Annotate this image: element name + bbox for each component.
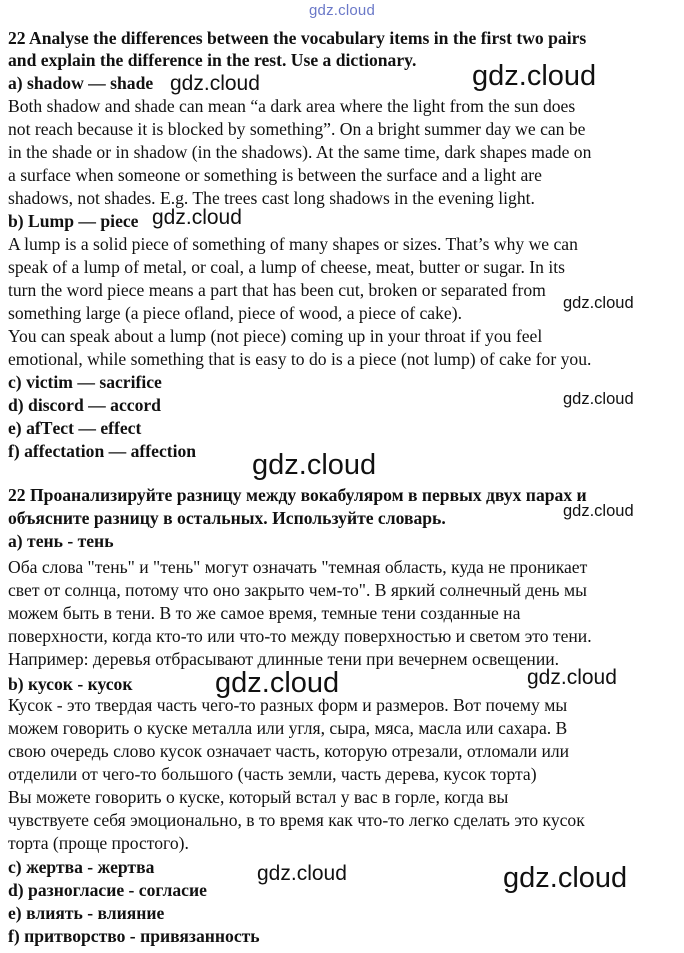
item-e-en: e) afТect — effect xyxy=(8,418,142,438)
watermark: gdz.cloud xyxy=(152,206,242,229)
watermark: gdz.cloud xyxy=(563,294,634,312)
item-b-text-ru: свою очередь слово кусок означает часть, которую отрезали, отломали или xyxy=(8,741,570,761)
item-b-text-ru: отделили от чего-то большого (часть земли, часть дерева, кусок торта) xyxy=(8,764,537,784)
item-e-ru: e) влиять - влияние xyxy=(8,903,165,923)
item-d-en: d) discord — accord xyxy=(8,395,161,415)
item-b-label-en: b) Lump — piece xyxy=(8,211,139,231)
item-a-text-en: Both shadow and shade can mean “a dark area where the light from the sun does xyxy=(8,96,576,116)
item-a-text-ru: поверхности, когда кто-то или что-то между поверхностью и светом это тени. xyxy=(8,626,592,646)
item-d-ru: d) разногласие - согласие xyxy=(8,880,207,900)
item-a-text-en: not reach because it is blocked by something”. On a bright summer day we can be xyxy=(8,119,586,139)
item-b-text-en: A lump is a solid piece of something of many shapes or sizes. That’s why we can xyxy=(8,234,578,254)
item-b-text-ru: Вы можете говорить о куске, который встал у вас в горле, когда вы xyxy=(8,787,509,807)
watermark: gdz.cloud xyxy=(472,60,597,92)
item-a-text-en: shadows, not shades. E.g. The trees cast long shadows in the evening light. xyxy=(8,188,535,208)
watermark: gdz.cloud xyxy=(503,862,628,894)
item-f-ru: f) притворство - привязанность xyxy=(8,926,260,946)
item-c-en: c) victim — sacrifice xyxy=(8,372,162,392)
watermark: gdz.cloud xyxy=(563,502,634,520)
item-b-text-en: speak of a lump of metal, or coal, a lump of cheese, meat, butter or sugar. In its xyxy=(8,257,565,277)
exercise-heading-ru: объясните разницу в остальных. Используйте словарь. xyxy=(8,508,446,528)
item-b-text-en: something large (a piece ofland, piece of wood, a piece of cake). xyxy=(8,303,462,323)
item-a-text-en: a surface when someone or something is between the surface and a light are xyxy=(8,165,542,185)
item-a-label-ru: а) тень - тень xyxy=(8,531,114,551)
item-c-ru: c) жертва - жертва xyxy=(8,857,155,877)
item-f-en: f) affectation — affection xyxy=(8,441,197,461)
item-b-text-ru: Кусок - это твердая часть чего-то разных форм и размеров. Вот почему мы xyxy=(8,695,568,715)
item-b-text-ru: можем говорить о куске металла или угля, сыра, мяса, масла или сахара. В xyxy=(8,718,568,738)
top-watermark: gdz.cloud xyxy=(308,2,375,19)
item-b-text-en: emotional, while something that is easy to do is a piece (not lump) of cake for you. xyxy=(8,349,592,369)
item-a-text-en: in the shade or in shadow (in the shadows). At the same time, dark shapes made on xyxy=(8,142,592,162)
item-b-text-ru: торта (проще простого). xyxy=(8,833,189,853)
watermark: gdz.cloud xyxy=(215,667,340,699)
item-b-label-ru: b) кусок - кусок xyxy=(8,674,133,694)
item-b-text-en: turn the word piece means a part that has been cut, broken or separated from xyxy=(8,280,546,300)
exercise-heading-en: 22 Analyse the differences between the vocabulary items in the first two pairs xyxy=(8,28,587,48)
item-a-text-ru: свет от солнца, потому что оно закрыто чем-то". В яркий солнечный день мы xyxy=(8,580,587,600)
watermark: gdz.cloud xyxy=(527,666,617,689)
watermark: gdz.cloud xyxy=(170,72,260,95)
item-a-text-ru: Оба слова "тень" и "тень" могут означать "темная область, куда не проникает xyxy=(8,557,588,577)
watermark: gdz.cloud xyxy=(563,390,634,408)
exercise-heading-ru: 22 Проанализируйте разницу между вокабуляром в первых двух парах и xyxy=(8,485,587,505)
watermark: gdz.cloud xyxy=(257,862,347,885)
item-a-text-ru: можем быть в тени. В то же самое время, темные тени созданные на xyxy=(8,603,521,623)
item-b-text-ru: чувствуете себя эмоционально, в то время как что-то легко сделать это кусок xyxy=(8,810,585,830)
item-b-text-en: You can speak about a lump (not piece) coming up in your throat if you feel xyxy=(8,326,543,346)
item-a-text-ru: Например: деревья отбрасывают длинные тени при вечернем освещении. xyxy=(8,649,560,669)
exercise-heading-en: and explain the difference in the rest. Use a dictionary. xyxy=(8,50,417,70)
item-a-label-en: a) shadow — shade xyxy=(8,73,154,93)
watermark: gdz.cloud xyxy=(252,449,377,481)
